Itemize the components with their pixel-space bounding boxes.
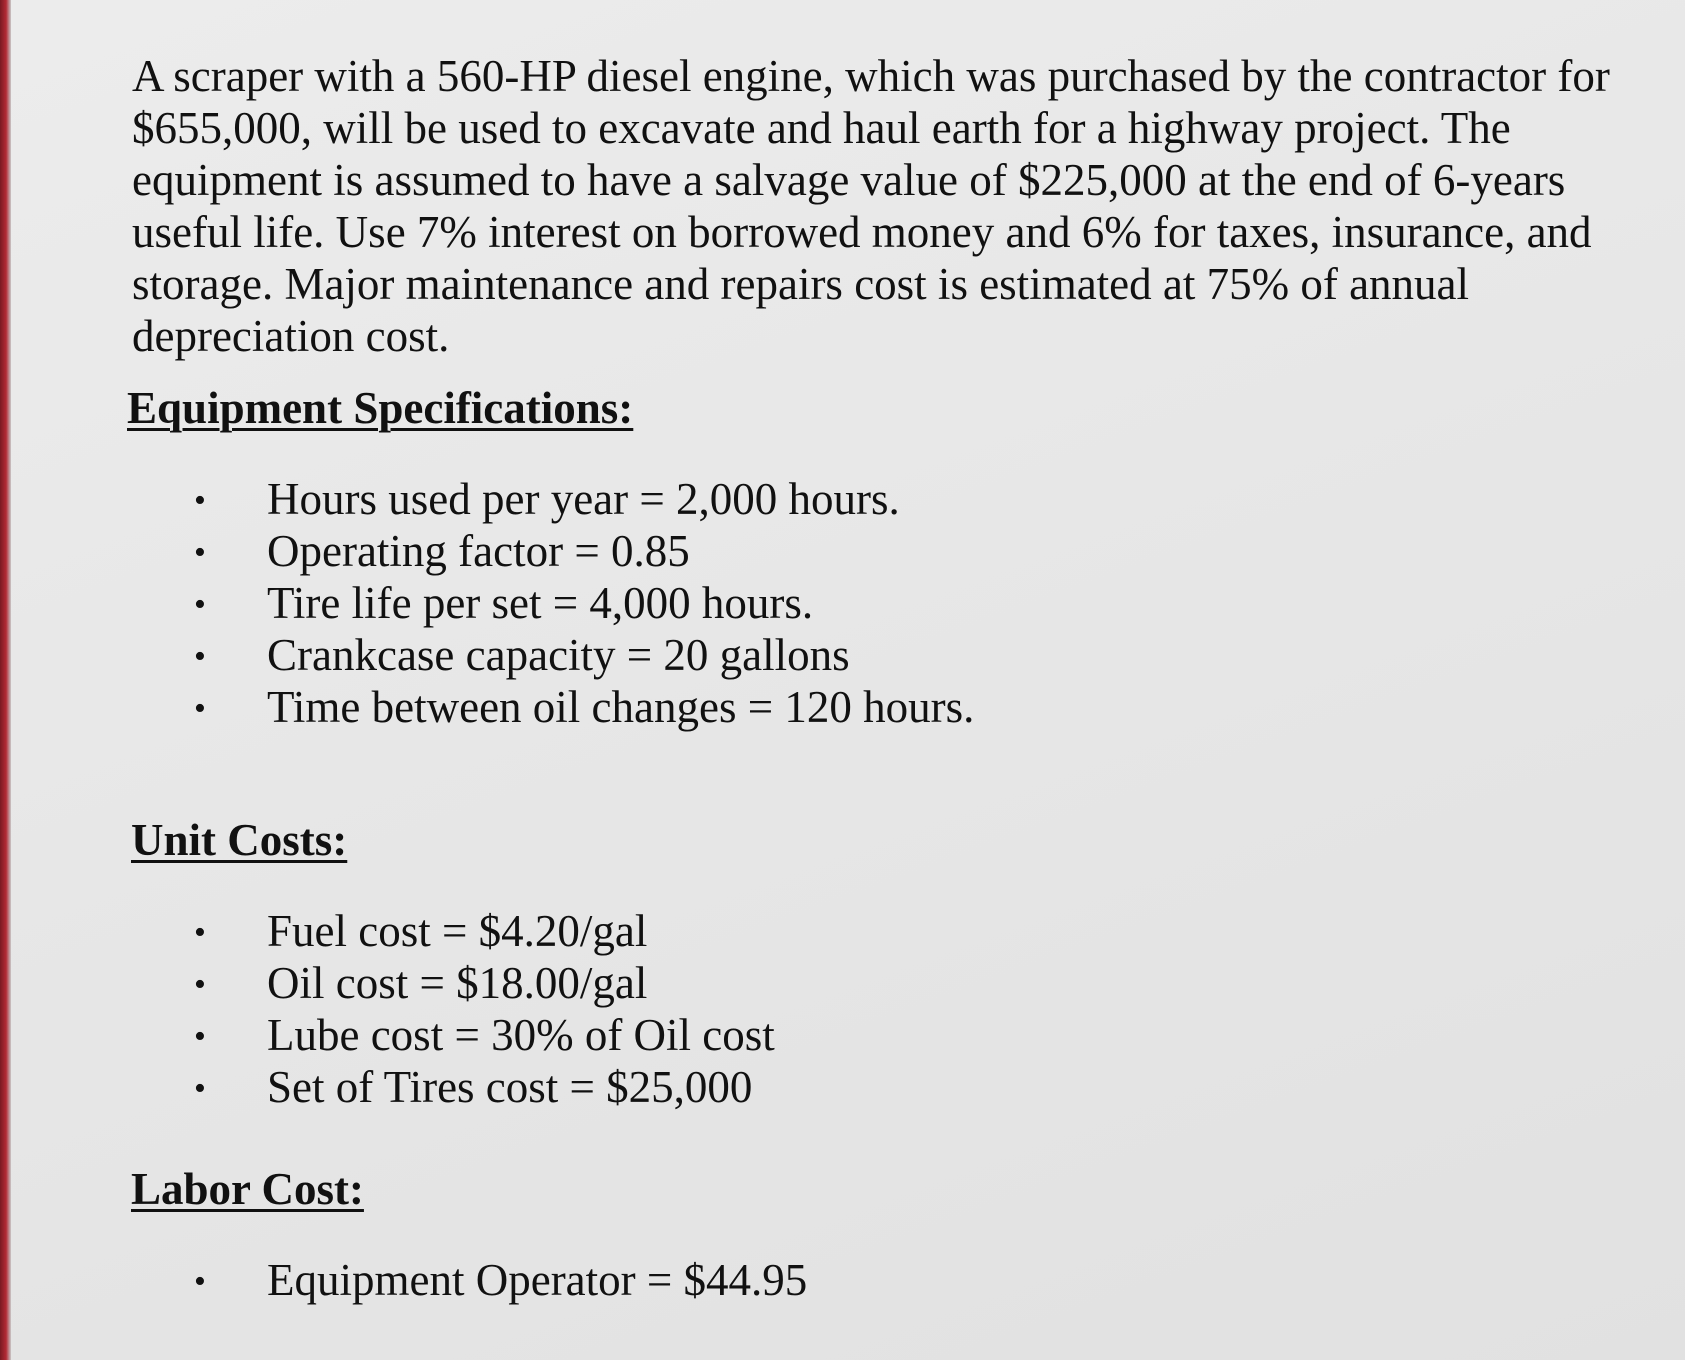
bullet-icon: • — [194, 1263, 206, 1300]
list-item-text: Lube cost = 30% of Oil cost — [267, 1010, 775, 1060]
bullet-icon: • — [194, 1070, 206, 1107]
bullet-icon: • — [194, 914, 206, 951]
list-item-text: Operating factor = 0.85 — [267, 526, 690, 576]
list-item-text: Time between oil changes = 120 hours. — [267, 682, 975, 732]
labor-cost-heading: Labor Cost: — [131, 1164, 364, 1214]
problem-line-2: $655,000, will be used to excavate and haul earth for a highway project. The — [132, 103, 1511, 153]
list-item-text: Hours used per year = 2,000 hours. — [267, 474, 900, 524]
problem-line-4: useful life. Use 7% interest on borrowed money and 6% for taxes, insurance, and — [132, 207, 1592, 257]
screen-bezel-edge — [0, 0, 11, 1360]
list-item-text: Equipment Operator = $44.95 — [267, 1255, 808, 1305]
bullet-icon: • — [194, 638, 206, 675]
problem-line-3: equipment is assumed to have a salvage value of $225,000 at the end of 6-years — [132, 155, 1566, 205]
bullet-icon: • — [194, 586, 206, 623]
unit-costs-heading: Unit Costs: — [131, 815, 348, 865]
list-item-text: Oil cost = $18.00/gal — [267, 958, 648, 1008]
list-item-text: Crankcase capacity = 20 gallons — [267, 630, 850, 680]
document-page — [11, 0, 1685, 1360]
list-item-text: Tire life per set = 4,000 hours. — [267, 578, 814, 628]
bullet-icon: • — [194, 1018, 206, 1055]
problem-line-6: depreciation cost. — [132, 311, 450, 361]
list-item-text: Set of Tires cost = $25,000 — [267, 1062, 753, 1112]
problem-line-5: storage. Major maintenance and repairs cost is estimated at 75% of annual — [132, 259, 1470, 309]
list-item-text: Fuel cost = $4.20/gal — [267, 906, 648, 956]
bullet-icon: • — [194, 482, 206, 519]
bullet-icon: • — [194, 966, 206, 1003]
problem-statement — [132, 50, 1662, 362]
bullet-icon: • — [194, 690, 206, 727]
problem-line-1: A scraper with a 560-HP diesel engine, which was purchased by the contractor for — [132, 51, 1610, 101]
equipment-specifications-heading: Equipment Specifications: — [127, 383, 634, 433]
bullet-icon: • — [194, 534, 206, 571]
